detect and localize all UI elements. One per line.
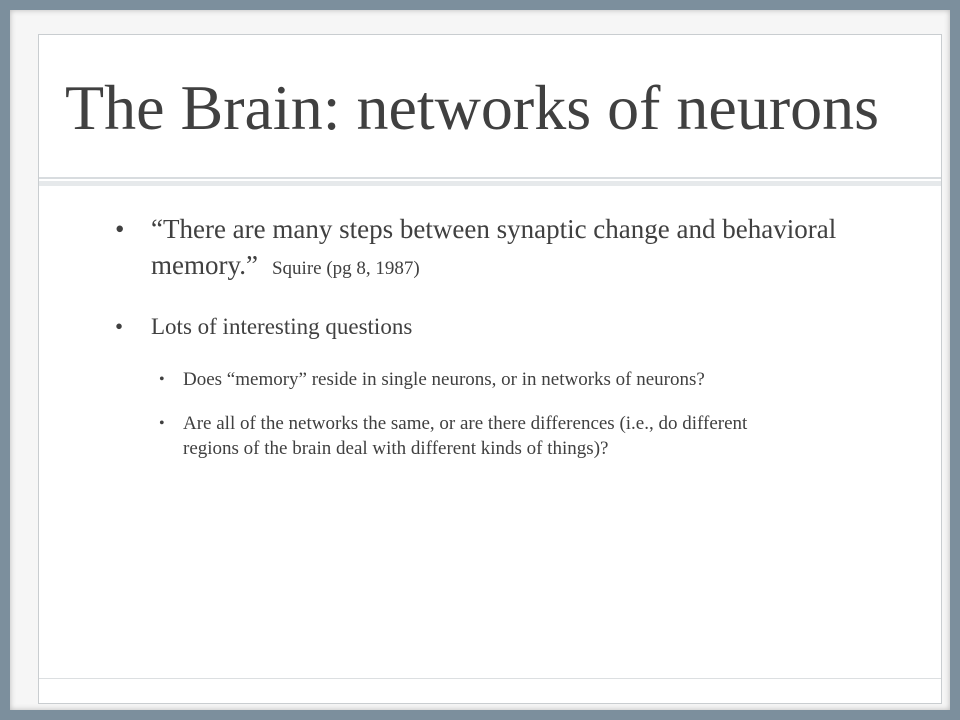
- sub-bullet-text: Does “memory” reside in single neurons, or in networks of neurons?: [183, 369, 705, 390]
- quote-citation: Squire (pg 8, 1987): [271, 258, 420, 279]
- sub-bullet-marker: •: [159, 415, 165, 432]
- title-divider: [39, 177, 941, 179]
- bullet-quote: [115, 211, 875, 287]
- slide-frame: [10, 10, 950, 710]
- sub-bullet-text: Are all of the networks the same, or are there differences (i.e., do different regions of the brain deal with different kinds of things)?: [183, 413, 748, 459]
- sub-bullet-network-differences: [159, 411, 803, 461]
- sub-bullet-memory-location: [159, 367, 803, 392]
- footer-divider: [39, 678, 941, 679]
- bullet-questions: [115, 311, 875, 343]
- bullet-marker: •: [115, 214, 125, 244]
- bullet-marker: •: [115, 314, 124, 339]
- sub-bullet-marker: •: [159, 371, 165, 388]
- slide-body: [115, 211, 875, 480]
- slide: [38, 34, 942, 704]
- questions-text: Lots of interesting questions: [151, 314, 413, 339]
- quote-text: “There are many steps between synaptic change and behavioral memory.”: [151, 214, 837, 280]
- slide-title: The Brain: networks of neurons: [65, 72, 880, 143]
